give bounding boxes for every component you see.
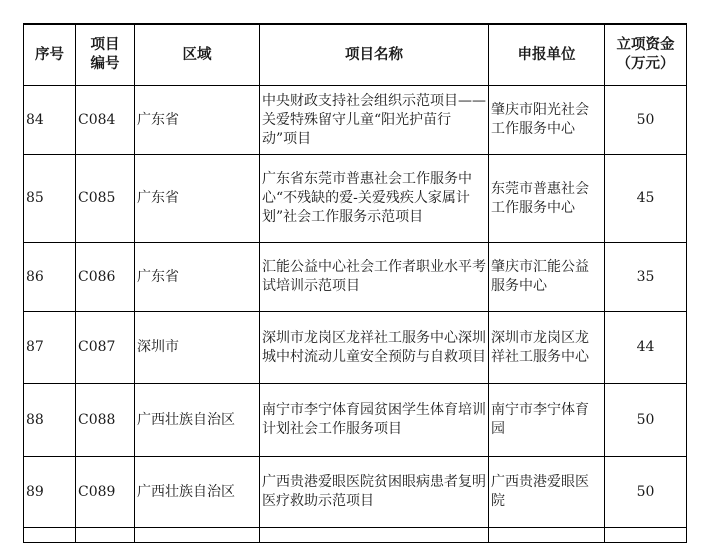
cell-region: 深圳市 bbox=[135, 312, 260, 384]
cell-no: 85 bbox=[24, 155, 76, 243]
header-code bbox=[76, 24, 135, 86]
cell-project-name: 汇能公益中心社会工作者职业水平考试培训示范项目 bbox=[260, 243, 489, 312]
header-code-line2: 编号 bbox=[90, 56, 120, 72]
cell-project-name: 中央财政支持社会组织示范项目——关爱特殊留守儿童“阳光护苗行动”项目 bbox=[260, 86, 489, 155]
cell-code: C089 bbox=[76, 457, 135, 528]
header-region: 区域 bbox=[135, 24, 260, 86]
header-row bbox=[24, 24, 687, 86]
cell-amount: 35 bbox=[605, 243, 687, 312]
cell-applicant: 南宁市李宁体育园 bbox=[489, 384, 605, 457]
cell-applicant: 东莞市普惠社会工作服务中心 bbox=[489, 155, 605, 243]
cell-no: 89 bbox=[24, 457, 76, 528]
cell-project-name: 广西贵港爱眼医院贫困眼病患者复明医疗救助示范项目 bbox=[260, 457, 489, 528]
cell-project-name: 深圳市龙岗区龙祥社工服务中心深圳城中村流动儿童安全预防与自救项目 bbox=[260, 312, 489, 384]
cell-code: C085 bbox=[76, 155, 135, 243]
cell-applicant: 深圳市龙岗区龙祥社工服务中心 bbox=[489, 312, 605, 384]
table-row bbox=[24, 384, 687, 457]
cell-no: 87 bbox=[24, 312, 76, 384]
cell-amount: 44 bbox=[605, 312, 687, 384]
table-row bbox=[24, 312, 687, 384]
cell-empty bbox=[24, 528, 76, 543]
header-no: 序号 bbox=[24, 24, 76, 86]
cell-amount: 45 bbox=[605, 155, 687, 243]
cell-no: 84 bbox=[24, 86, 76, 155]
header-amount-line1: 立项资金 bbox=[616, 37, 675, 53]
header-amount-line2: （万元） bbox=[616, 56, 675, 72]
cell-code: C087 bbox=[76, 312, 135, 384]
header-applicant: 申报单位 bbox=[489, 24, 605, 86]
cell-empty bbox=[260, 528, 489, 543]
table-row-partial bbox=[24, 528, 687, 543]
cell-amount: 50 bbox=[605, 384, 687, 457]
cell-project-name: 广东省东莞市普惠社会工作服务中心“不残缺的爱-关爱残疾人家属计划”社会工作服务示范项目 bbox=[260, 155, 489, 243]
cell-no: 86 bbox=[24, 243, 76, 312]
cell-empty bbox=[76, 528, 135, 543]
header-code-line1: 项目 bbox=[90, 37, 120, 53]
cell-region: 广东省 bbox=[135, 243, 260, 312]
cell-code: C086 bbox=[76, 243, 135, 312]
cell-region: 广东省 bbox=[135, 155, 260, 243]
cell-project-name: 南宁市李宁体育园贫困学生体育培训计划社会工作服务项目 bbox=[260, 384, 489, 457]
header-amount bbox=[605, 24, 687, 86]
cell-applicant: 肇庆市汇能公益服务中心 bbox=[489, 243, 605, 312]
table-row bbox=[24, 86, 687, 155]
table-row bbox=[24, 243, 687, 312]
table-row bbox=[24, 457, 687, 528]
cell-code: C088 bbox=[76, 384, 135, 457]
cell-empty bbox=[605, 528, 687, 543]
project-table bbox=[23, 23, 687, 543]
cell-code: C084 bbox=[76, 86, 135, 155]
cell-applicant: 肇庆市阳光社会工作服务中心 bbox=[489, 86, 605, 155]
cell-region: 广西壮族自治区 bbox=[135, 457, 260, 528]
cell-applicant: 广西贵港爱眼医院 bbox=[489, 457, 605, 528]
header-name: 项目名称 bbox=[260, 24, 489, 86]
cell-region: 广西壮族自治区 bbox=[135, 384, 260, 457]
cell-no: 88 bbox=[24, 384, 76, 457]
cell-region: 广东省 bbox=[135, 86, 260, 155]
cell-empty bbox=[489, 528, 605, 543]
cell-amount: 50 bbox=[605, 86, 687, 155]
cell-amount: 50 bbox=[605, 457, 687, 528]
cell-empty bbox=[135, 528, 260, 543]
table-row bbox=[24, 155, 687, 243]
